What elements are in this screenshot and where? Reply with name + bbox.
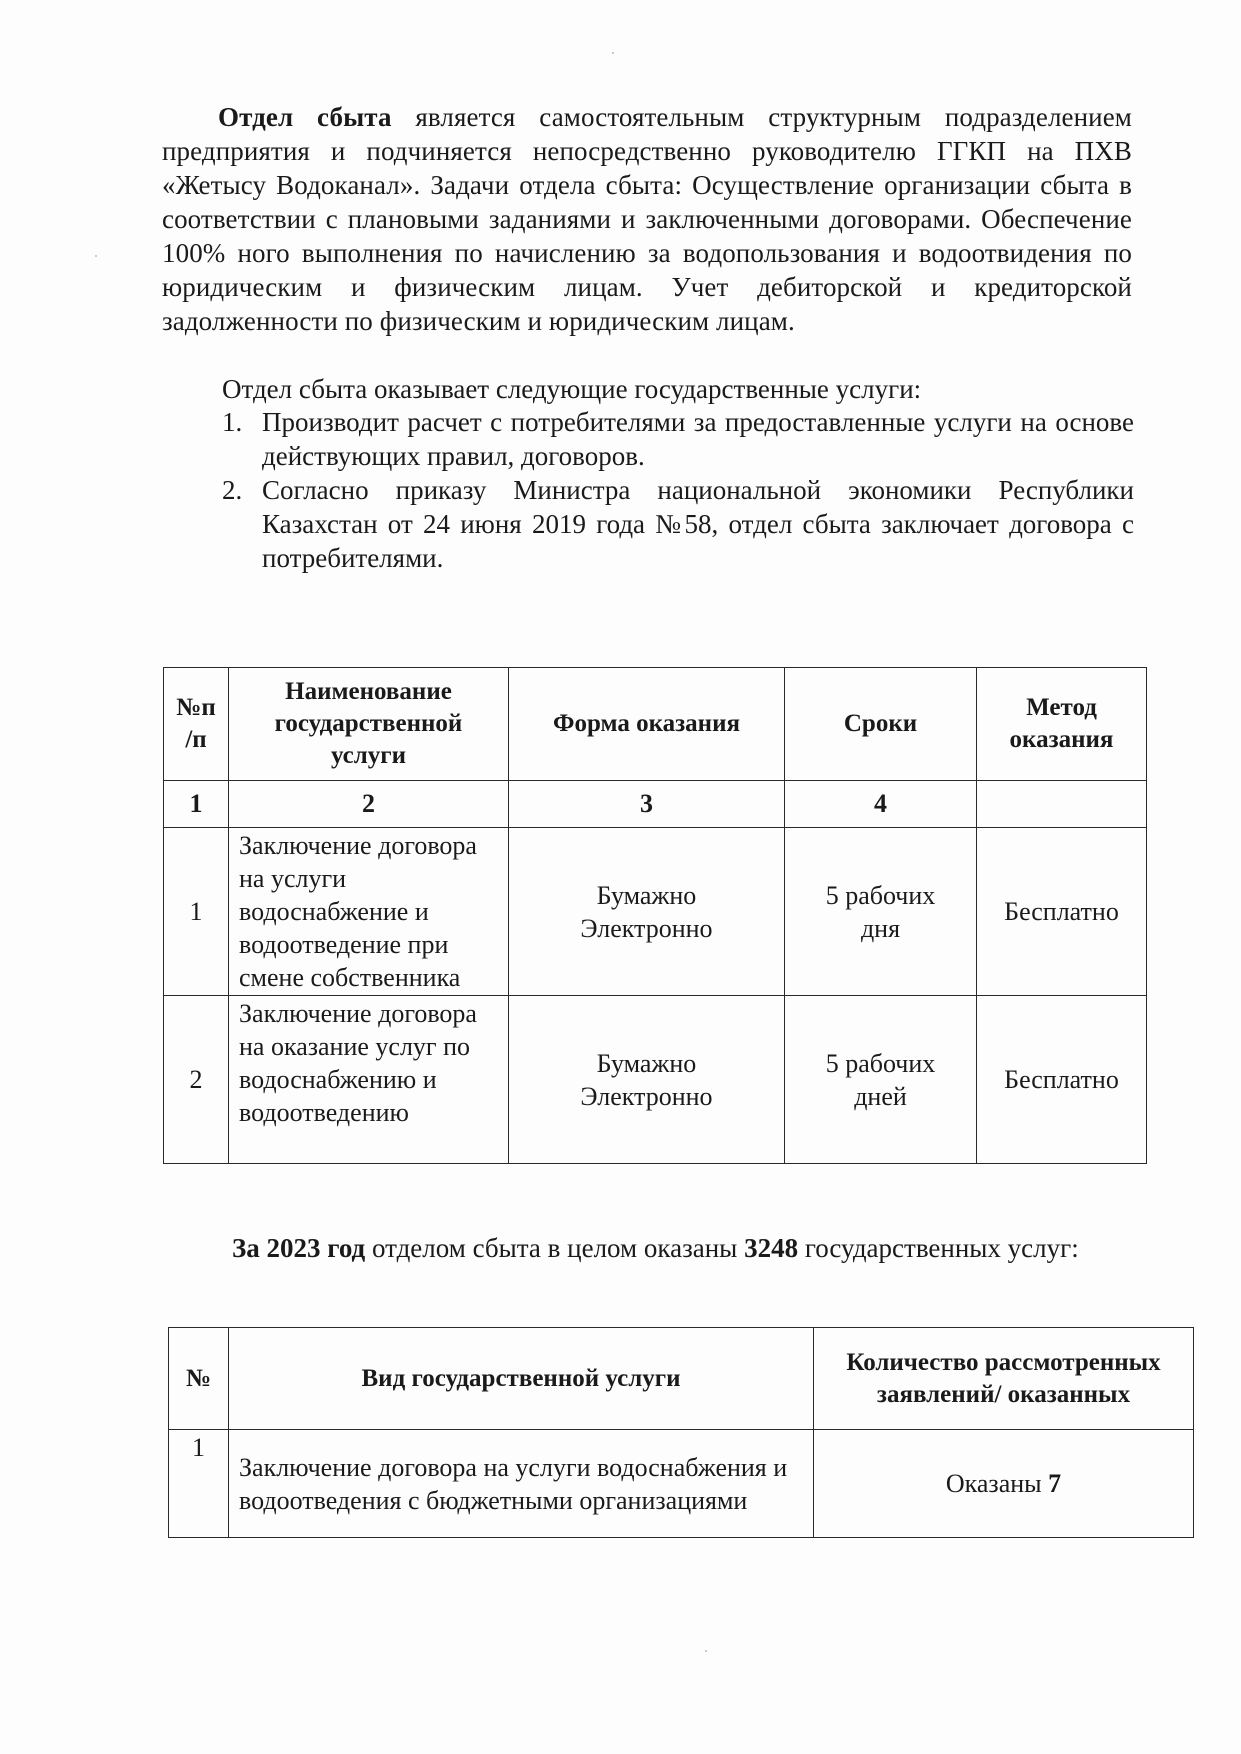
row-count — [814, 1430, 1194, 1538]
summary-paragraph — [162, 1228, 1132, 1268]
index-cell: 3 — [509, 781, 785, 828]
row-method: Бесплатно — [977, 996, 1147, 1164]
row-method: Бесплатно — [977, 828, 1147, 996]
list-text: Производит расчет с потребителями за предоставленные услуги на основе действующих правил, договоров. — [262, 407, 1134, 471]
row-service-name: Заключение договора на услуги водоснабжение и водоотведение при смене собственника — [229, 828, 509, 996]
form-text: Бумажно Электронно — [580, 1048, 713, 1111]
count-value: 7 — [1048, 1469, 1062, 1498]
summary-text-mid: отделом сбыта в целом оказаны — [365, 1233, 745, 1263]
services-table — [163, 667, 1147, 1164]
row-number: 1 — [164, 828, 229, 996]
header-count-text: Количество рассмотренных заявлений/ оказанных — [846, 1348, 1161, 1408]
intro-text: является самостоятельным структурным подразделением предприятия и подчиняется непосредственно руководителю ГГКП на ПХВ «Жетысу Водоканал». Задачи отдела сбыта: Осуществление организации сбыта в соответствии с плановыми заданиями и заключенными договорами. Обеспечение 100% ного выполнения по начислению за водопользования и водоотвидения по юридическим и физическим лицам. Учет дебиторской и кредиторской задолженности по физическим и юридическим лицам. — [162, 102, 1132, 336]
list-text: Согласно приказу Министра национальной экономики Республики Казахстан от 24 июня 2019 года №58, отдел сбыта заключает договора с потребителями. — [262, 475, 1134, 573]
scan-speck — [705, 1650, 707, 1652]
row-term — [785, 828, 977, 996]
row-service-name: Заключение договора на услуги водоснабжения и водоотведения с бюджетными организациями — [229, 1430, 814, 1538]
header-number: № — [169, 1328, 229, 1430]
form-text: Бумажно Электронно — [580, 880, 713, 943]
index-cell: 4 — [785, 781, 977, 828]
services-list-item — [222, 405, 1134, 473]
table-row — [164, 828, 1147, 996]
services-list — [222, 405, 1134, 575]
header-service-name: Наименование государственной услуги — [229, 668, 509, 781]
scan-speck — [95, 255, 97, 257]
services-intro: Отдел сбыта оказывает следующие государственные услуги: — [222, 374, 922, 404]
term-text: 5 рабочих дня — [825, 880, 936, 943]
table-header-row — [164, 668, 1147, 781]
intro-bold-lead: Отдел сбыта — [218, 102, 392, 132]
table-row — [164, 996, 1147, 1164]
row-form — [509, 828, 785, 996]
summary-count: 3248 — [744, 1233, 799, 1263]
row-form — [509, 996, 785, 1164]
table-row — [169, 1430, 1194, 1538]
intro-paragraph — [162, 100, 1132, 338]
row-number: 1 — [169, 1430, 229, 1538]
index-cell: 1 — [164, 781, 229, 828]
row-service-name: Заключение договора на оказание услуг по водоснабжению и водоотведению — [229, 996, 509, 1164]
term-text: 5 рабочих дней — [825, 1048, 936, 1111]
summary-year: За 2023 год — [232, 1233, 366, 1263]
summary-text-end: государственных услуг: — [798, 1233, 1079, 1263]
stats-table — [168, 1327, 1194, 1538]
index-cell — [977, 781, 1147, 828]
scan-speck — [612, 52, 614, 54]
header-count — [814, 1328, 1194, 1430]
header-method: Метод оказания — [977, 668, 1147, 781]
header-form: Форма оказания — [509, 668, 785, 781]
services-list-item — [222, 473, 1134, 575]
header-term: Сроки — [785, 668, 977, 781]
list-number: 1. — [222, 407, 243, 437]
header-number: №п /п — [164, 668, 229, 781]
table-header-row — [169, 1328, 1194, 1430]
row-term — [785, 996, 977, 1164]
index-cell: 2 — [229, 781, 509, 828]
row-number: 2 — [164, 996, 229, 1164]
table-index-row — [164, 781, 1147, 828]
count-label: Оказаны — [945, 1469, 1042, 1498]
header-service-type: Вид государственной услуги — [229, 1328, 814, 1430]
list-number: 2. — [222, 475, 243, 505]
